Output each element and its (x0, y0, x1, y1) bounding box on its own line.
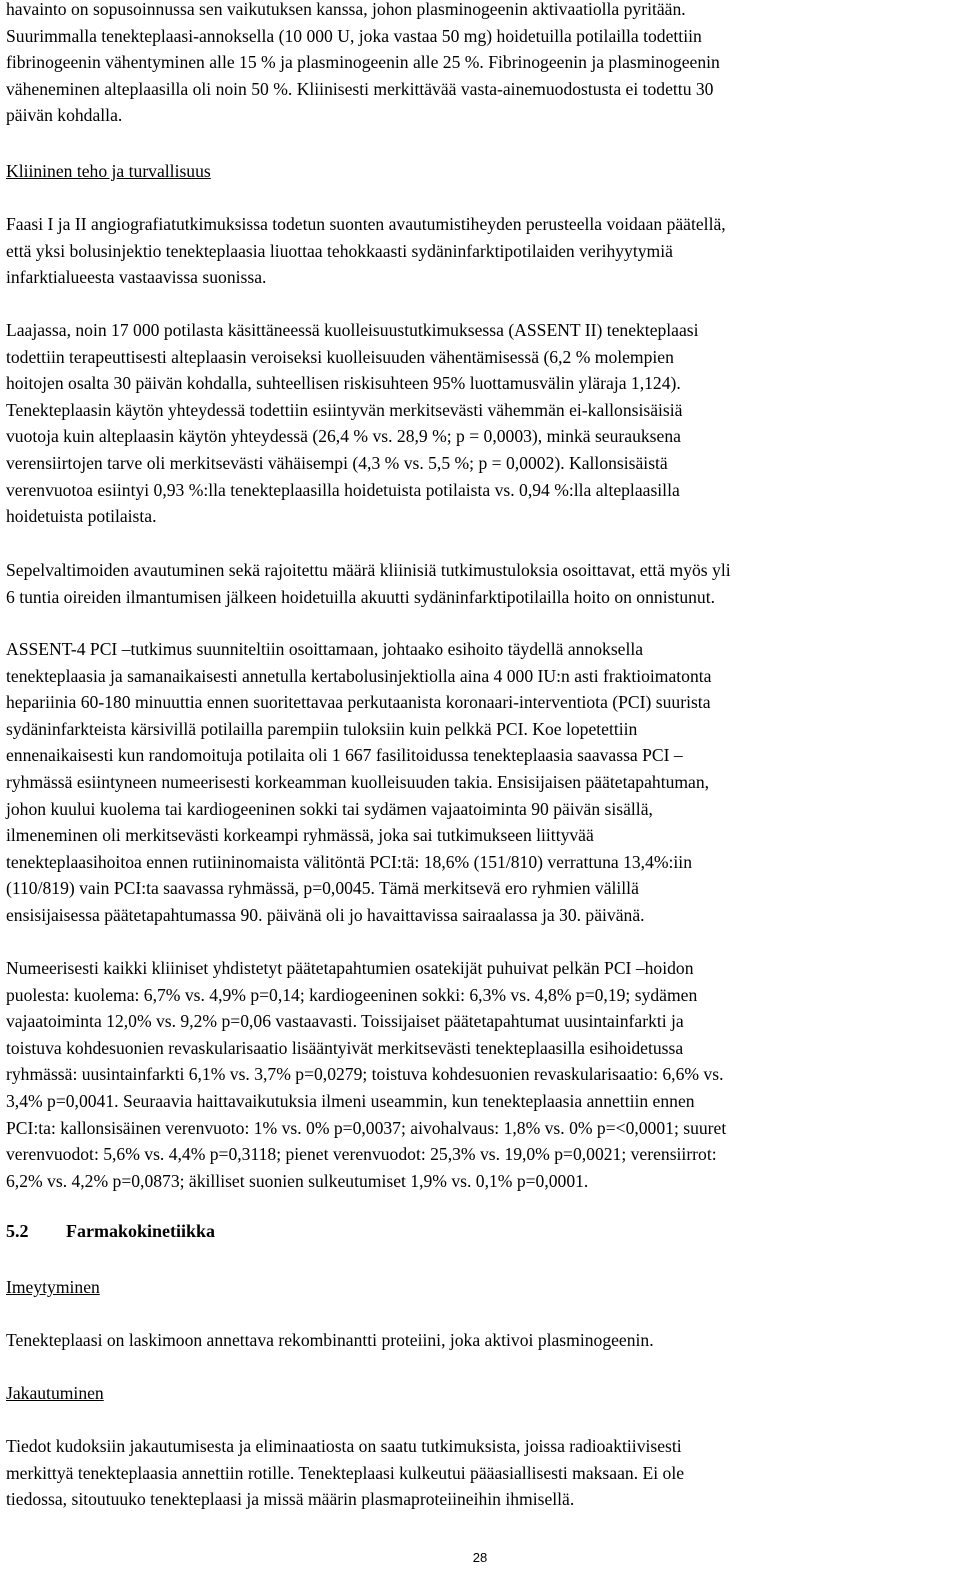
text-line: väheneminen alteplaasilla oli noin 50 %. Kliinisesti merkittävää vasta-ainemuodostusta ei todettu 30 (6, 78, 714, 99)
page-number: 28 (472, 1550, 488, 1565)
text-line: sydäninfarkteista kärsivillä potilailla parempiin tuloksiin kuin pelkkä PCI. Koe lopetettiin (6, 718, 638, 739)
text-line: johon kuului kuolema tai kardiogeeninen sokki tai sydämen vajaatoiminta 90 päivän sisällä, (6, 798, 653, 819)
section-heading (6, 1221, 215, 1242)
text-line: verensiirtojen tarve oli merkitsevästi vähäisempi (4,3 % vs. 5,5 %; p = 0,0002). Kallonsisäistä (6, 452, 668, 473)
section-title: Farmakokinetiikka (66, 1221, 216, 1241)
text-line: Laajassa, noin 17 000 potilasta käsittäneessä kuolleisuustutkimuksessa (ASSENT II) tenekteplaasi (6, 320, 699, 340)
text-line: vuotoja kuin alteplaasin käytön yhteydessä (26,4 % vs. 28,9 %; p = 0,0003), minkä seurauksena (6, 426, 681, 447)
section-subheading: Kliininen teho ja turvallisuus (6, 161, 211, 181)
text-line: verenvuotoa esiintyi 0,93 %:lla tenekteplaasilla hoidetuista potilaista vs. 0,94 %:lla alteplaasilla (6, 479, 680, 500)
text-line: Numeerisesti kaikki kliiniset yhdistetyt päätetapahtumien osatekijät puhuivat pelkän PCI –hoidon (6, 958, 694, 978)
text-line: tenekteplaasia ja samanaikaisesti annetulla kertabolusinjektiolla aina 4 000 IU:n asti fraktioimatonta (6, 665, 712, 686)
text-line: tenekteplaasihoitoa ennen rutiininomaista välitöntä PCI:tä: 18,6% (151/810) verrattuna 13,4%:iin (6, 851, 692, 872)
distribution-heading (6, 1380, 954, 1407)
text-line: ennenaikaisesti kun randomoituja potilaita oli 1 667 fasilitoidussa tenekteplaasia saavassa PCI – (6, 745, 683, 766)
text-line: hoidetuista potilaista. (6, 506, 157, 527)
text-line: Faasi I ja II angiografiatutkimuksissa todetun suonten avautumistiheyden perusteella voidaan päätellä, (6, 214, 726, 234)
text-line: 6 tuntia oireiden ilmantumisen jälkeen hoidetuilla akuutti sydäninfarktipotilailla hoito on onnistunut. (6, 586, 715, 607)
text-line: tiedossa, sitoutuuko tenekteplaasi ja missä määrin plasmaproteiineihin ihmisellä. (6, 1489, 575, 1510)
text-line: havainto on sopusoinnussa sen vaikutuksen kanssa, johon plasminogeenin aktivaatiolla pyritään. (6, 0, 686, 19)
text-line: verenvuodot: 5,6% vs. 4,4% p=0,3118; pienet verenvuodot: 25,3% vs. 19,0% p=0,0021; verensiirrot: (6, 1144, 717, 1165)
section-number: 5.2 (6, 1221, 29, 1241)
text-line: ensisijaisessa päätetapahtumassa 90. päivänä oli jo havaittavissa sairaalassa ja 30. päivänä. (6, 904, 645, 925)
text-line: merkittyä tenekteplaasia annettiin rotille. Tenekteplaasi kulkeutui pääasiallisesti maksaan. Ei ole (6, 1462, 685, 1483)
subsection-heading: Imeytyminen (6, 1277, 100, 1297)
text-line: ryhmässä: uusintainfarkti 6,1% vs. 3,7% p=0,0279; toistuva kohdesuonien revaskularisaatio: 6,6% vs. (6, 1064, 724, 1085)
text-line: päivän kohdalla. (6, 105, 123, 126)
text-line: (110/819) vain PCI:ta saavassa ryhmässä, p=0,0045. Tämä merkitsevä ero ryhmien välillä (6, 878, 639, 899)
text-line: todettiin terapeuttisesti alteplaasin veroiseksi kuolleisuuden vähentämisessä (6,2 % molempien (6, 346, 674, 367)
intro-paragraph (6, 0, 954, 129)
clinical-paragraph-4 (6, 636, 954, 929)
text-line: puolesta: kuolema: 6,7% vs. 4,9% p=0,14; kardiogeeninen sokki: 6,3% vs. 4,8% p=0,19; sydämen (6, 984, 698, 1005)
text-line: fibrinogeenin vähentyminen alle 15 % ja plasminogeenin alle 25 %. Fibrinogeenin ja plasminogeenin (6, 52, 720, 73)
clinical-heading (6, 158, 954, 185)
text-line: toistuva kohdesuonien revaskularisaatio lisääntyivät merkitsevästi tenekteplaasilla esihoidetussa (6, 1037, 684, 1058)
text-line: ryhmässä esiintyneen numeerisesti korkeamman kuolleisuuden takia. Ensisijaisen päätetapahtuman, (6, 771, 710, 792)
text-line: vajaatoiminta 12,0% vs. 9,2% p=0,06 vastaavasti. Toissijaiset päätetapahtumat uusintainfarkti ja (6, 1011, 684, 1032)
absorption-heading (6, 1274, 954, 1301)
text-line: PCI:ta: kallonsisäinen verenvuoto: 1% vs. 0% p=0,0037; aivohalvaus: 1,8% vs. 0% p=<0,0001; suuret (6, 1117, 727, 1138)
absorption-paragraph (6, 1327, 954, 1354)
text-line: 3,4% p=0,0041. Seuraavia haittavaikutuksia ilmeni useammin, kun tenekteplaasia annettiin ennen (6, 1090, 695, 1111)
clinical-paragraph-1 (6, 211, 954, 291)
text-line: Tenekteplaasin käytön yhteydessä todettiin esiintyvän merkitsevästi vähemmän ei-kallonsisäisiä (6, 399, 683, 420)
text-line: Tenekteplaasi on laskimoon annettava rekombinantti proteiini, joka aktivoi plasminogeenin. (6, 1330, 654, 1350)
text-line: infarktialueesta vastaavissa suonissa. (6, 267, 267, 288)
text-line: ilmeneminen oli merkitsevästi korkeampi ryhmässä, joka sai tutkimukseen liittyvää (6, 825, 594, 846)
text-line: Tiedot kudoksiin jakautumisesta ja eliminaatiosta on saatu tutkimuksista, joissa radioaktiivisesti (6, 1436, 682, 1456)
text-line: hepariinia 60-180 minuuttia ennen suoritettavaa perkutaanista koronaari-interventiota (PCI) suurista (6, 692, 711, 713)
text-line: että yksi bolusinjektio tenekteplaasia liuottaa tehokkaasti sydäninfarktipotilaiden verihyytymiä (6, 240, 673, 261)
clinical-paragraph-3 (6, 557, 954, 610)
subsection-heading: Jakautuminen (6, 1383, 104, 1403)
clinical-paragraph-5 (6, 955, 954, 1194)
text-line: Suurimmalla tenekteplaasi-annoksella (10 000 U, joka vastaa 50 mg) hoidetuilla potilailla todettiin (6, 25, 702, 46)
text-line: ASSENT-4 PCI –tutkimus suunniteltiin osoittamaan, johtaako esihoito täydellä annoksella (6, 639, 644, 659)
text-line: Sepelvaltimoiden avautuminen sekä rajoitettu määrä kliinisiä tutkimustuloksia osoittavat, että myös yli (6, 560, 731, 580)
distribution-paragraph (6, 1433, 954, 1513)
clinical-paragraph-2 (6, 317, 954, 530)
text-line: hoitojen osalta 30 päivän kohdalla, suhteellisen riskisuhteen 95% luottamusvälin yläraja 1,124). (6, 373, 681, 394)
text-line: 6,2% vs. 4,2% p=0,0873; äkilliset suonien sulkeutumiset 1,9% vs. 0,1% p=0,0001. (6, 1170, 589, 1191)
